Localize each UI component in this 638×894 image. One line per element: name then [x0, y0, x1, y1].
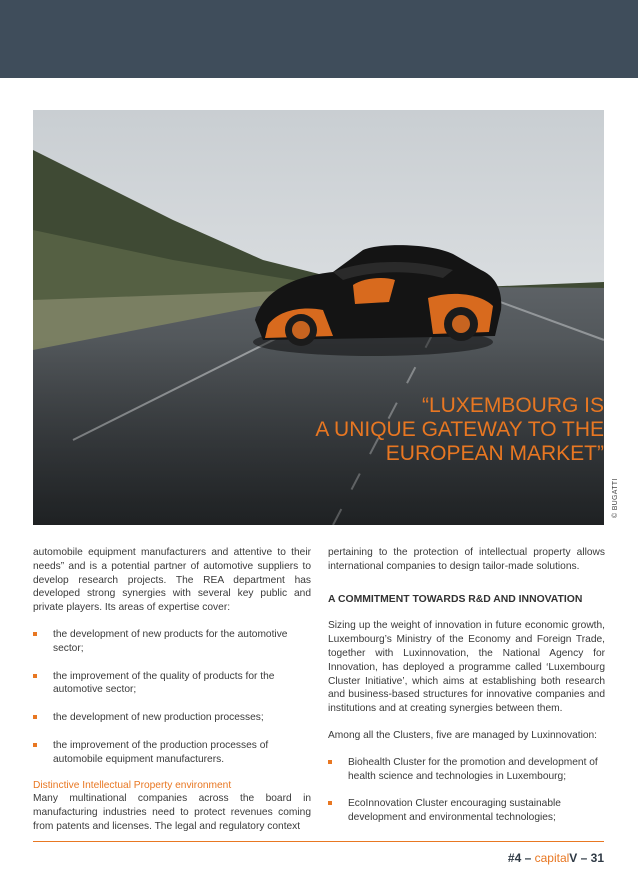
left-column: [33, 546, 311, 834]
pull-quote-line-2: A UNIQUE GATEWAY TO THE: [315, 418, 604, 441]
bullet-square-icon: [33, 743, 37, 747]
pull-quote: [315, 394, 604, 466]
list-item: Biohealth Cluster for the promotion and development of health science and technologies in Luxembourg;: [328, 756, 605, 784]
right-bullet-list: [328, 756, 605, 825]
bullet-square-icon: [328, 760, 332, 764]
list-item: EcoInnovation Cluster encouraging sustainable development and environmental technologies;: [328, 797, 605, 825]
right-intro-paragraph: pertaining to the protection of intellectual property allows international companies to design tailor-made solutions.: [328, 547, 605, 572]
list-item: the development of new production processes;: [33, 711, 311, 725]
right-column: [328, 546, 605, 825]
list-item: the improvement of the quality of products for the automotive sector;: [33, 670, 311, 698]
pull-quote-line-3: EUROPEAN MARKET”: [385, 442, 604, 465]
header-bar: [0, 0, 638, 78]
bullet-square-icon: [33, 632, 37, 636]
footer-rule: [33, 841, 604, 842]
photo-credit: © BUGATTI: [612, 478, 619, 518]
right-paragraph-1: Sizing up the weight of innovation in future economic growth, Luxembourg’s Ministry of the Economy and Foreign Trade, together with Luxinnovation, the National Agency for Innovation, has deployed a programme called ‘Luxembourg Cluster Initiative’, which aims at establishing both research and business-based structures for innovative companies and institutions and at creating synergies between them.: [328, 620, 605, 715]
list-item: the development of new products for the automotive sector;: [33, 628, 311, 656]
brand-name: capital: [534, 851, 570, 865]
bullet-square-icon: [33, 715, 37, 719]
left-closing-paragraph: Many multinational companies across the board in manufacturing industries need to protect revenues coming from patents and licenses. The legal and regulatory context: [33, 793, 311, 832]
bullet-square-icon: [328, 801, 332, 805]
pull-quote-line-1: “LUXEMBOURG IS: [421, 394, 604, 417]
page-number: #4 – capitalV – 31: [507, 851, 604, 865]
left-intro-paragraph: automobile equipment manufacturers and attentive to their needs” and is a potential partner of automotive suppliers to develop research projects. The REA department has developed strong synergies with several key public and private players. Its areas of expertise cover:: [33, 547, 311, 614]
left-bullet-list: [33, 628, 311, 767]
list-item: the improvement of the production processes of automobile equipment manufacturers.: [33, 739, 311, 767]
section-heading: A COMMITMENT TOWARDS R&D AND INNOVATION: [328, 593, 583, 605]
bullet-square-icon: [33, 674, 37, 678]
right-paragraph-2: Among all the Clusters, five are managed by Luxinnovation:: [328, 729, 597, 741]
left-subheading: Distinctive Intellectual Property environment: [33, 779, 232, 791]
